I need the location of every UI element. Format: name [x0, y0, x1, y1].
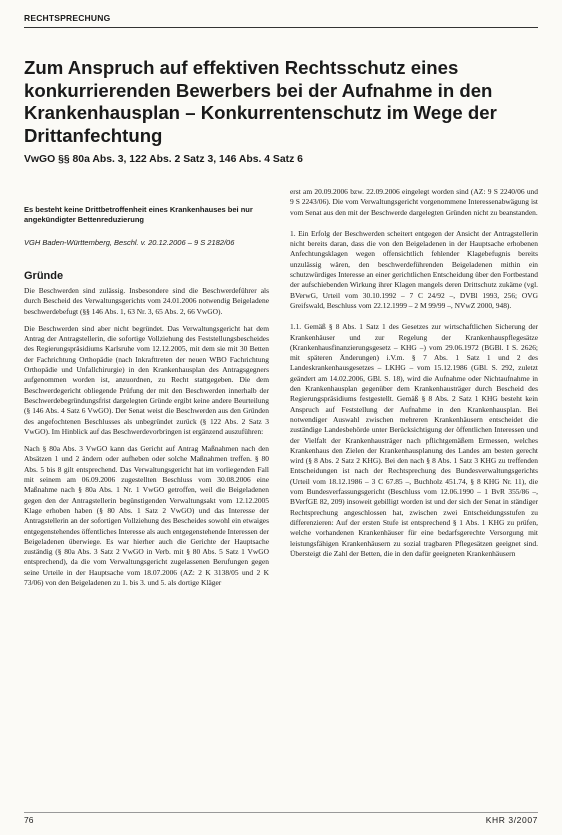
- article-title: Zum Anspruch auf effektiven Rechtsschutz eines konkurrierenden Bewerbers bei der Aufnahme in den Krankenhausplan – Konkurrentenschutz im Wege der Drittanfechtung: [24, 57, 497, 146]
- page-number: 76: [24, 815, 34, 825]
- paragraph: Nach § 80a Abs. 3 VwGO kann das Gericht auf Antrag Maßnahmen nach den Absätzen 1 und 2 ändern oder aufheben oder solche Maßnahmen treffen. § 80 Abs. 5 bis 8 gilt entsprechend. Das Verwaltungsgericht hat im vorliegenden Fall mit seinem am 06.09.2006 zugestellten Beschluss vom 30.08.2006 eine Maßnahme nach § 80a Abs. 1 Nr. 1 VwGO getroffen, weil die Beigeladenen gegen den der Antragstellerin begünstigenden Verwaltungsakt vom 12.12.2005 Klage erhoben haben (§ 80 Abs. 1 Satz 2 VwGO) und das Interesse der Antragstellerin an der sofortigen Vollziehung des Bescheides sowohl ein etwaiges entgegenstehendes öffentliches Interesse als auch entgegenstehende Interessen der Beigeladenen überwiege. Es war hierher auch die Gerichte der Hauptsache zuständig (§ 80a Abs. 3 Satz 2 VwGO in Verb. mit § 80 Abs. 5 Satz 1 VwGO entsprechend), da die vom Verwaltungsgericht zugelassenen Berufungen gegen seine Urteile in der Hauptsache vom 18.07.2006 (AZ: 2 K 3138/05 und 2 K 73/06) von den Beigeladenen zu 1. bis 3. und 5. als dortige Kläger: [24, 444, 269, 588]
- header-rule: [24, 27, 538, 28]
- paragraph: 1.1. Gemäß § 8 Abs. 1 Satz 1 des Gesetzes zur wirtschaftlichen Sicherung der Krankenhäuser und zur Regelung der Krankenhauspflegesätze (Krankenhausfinanzierungsgesetz – KHG –) vom 29.06.1972 (BGBl. I S. 2626; mit späteren Änderungen) i.V.m. § 7 Abs. 1 Satz 1 und 2 des Landeskrankenhausgesetzes – LKHG – vom 15.12.1986 (GBl. S. 292, zuletzt geändert am 14.02.2006, GBl. S. 18), wird die Aufnahme oder Nichtaufnahme in den Krankenhausplan gegenüber dem Krankenhausträger durch Bescheid des Regierungspräsidiums festgestellt. Gemäß § 8 Abs. 2 Satz 1 KHG besteht kein Anspruch auf Feststellung der Aufnahme in den Krankenhausplan. Bei notwendiger Auswahl zwischen mehreren Krankenhäusern entscheidet die zuständige Landesbehörde unter Berücksichtigung der öffentlichen Interessen und der Vielfalt der Krankenhausträger nach pflichtgemäßem Ermessen, welches Krankenhaus den Zielen der Krankenhausplanung des Landes am besten gerecht wird (§ 8 Abs. 2 Satz 2 KHG). Bei den nach § 8 Abs. 1 Satz 3 KHG zu treffenden Entscheidungen ist nach der Rechtsprechung des Bundesverwaltungsgerichts (Urteil vom 18.12.1986 – 3 C 67.85 –, Buchholz 451.74, § 8 KHG Nr. 11), die vom Bundesverfassungsgericht (Beschluss vom 12.06.1990 – 1 BvR 355/86 –, BVerfGE 82, 209) insoweit gebilligt worden ist und der sich der Senat in ständiger Rechtsprechung angeschlossen hat, zwischen zwei Entscheidungsstufen zu differenzieren: Auf der ersten Stufe ist entsprechend § 1 Abs. 1 KHG zu prüfen, welche vorhandenen Krankenhäuser für eine bedarfsgerechte Versorgung mit leistungsfähigen Krankenhäusern zu sozial tragbaren Pflegesätzen geeignet sind. Übersteigt die Zahl der Betten, die in den dafür geeigneten Krankenhäusern: [290, 322, 538, 558]
- court-citation: VGH Baden-Württemberg, Beschl. v. 20.12.2006 – 9 S 2182/06: [24, 238, 235, 247]
- section-heading: Gründe: [24, 270, 64, 282]
- lead-text: Es besteht keine Drittbetroffenheit eines Krankenhauses bei nur angekündigter Bettenreduzierung: [24, 205, 253, 224]
- footer-rule: [24, 812, 538, 813]
- paragraph: erst am 20.09.2006 bzw. 22.09.2006 eingelegt worden sind (AZ: 9 S 2240/06 und 9 S 2243/06). Die vom Verwaltungsgericht vorgenommene Interessenabwägung ist vom Senat aus den mit der Beschwerde dargelegten Gründen nicht zu beanstanden.: [290, 187, 538, 217]
- section-label: RECHTSPRECHUNG: [24, 13, 111, 23]
- paragraph: 1. Ein Erfolg der Beschwerden scheitert entgegen der Ansicht der Antragstellerin nicht bereits daran, dass die von den Beigeladenen in der Hauptsache erhobenen Anfechtungsklagen wegen offensichtlich fehlender Klagebefugnis bereits unzulässig wären, den beschwerdeführenden Beigeladenen mithin ein schutzwürdiges Interesse an einer gerichtlichen Entscheidung über den Fortbestand der aufschiebenden Wirkung ihrer Klagen mangels deren Drittschutz zukäme (vgl. BVerwG, Urteil vom 30.10.1992 – 7 C 24/92 –, DVBl 1993, 256; OVG Greifswald, Beschluss vom 22.12.1999 – 2 M 99/99 –, NVwZ 2000, 948).: [290, 228, 538, 310]
- right-column: [290, 187, 538, 570]
- article-subtitle: VwGO §§ 80a Abs. 3, 122 Abs. 2 Satz 3, 146 Abs. 4 Satz 6: [24, 154, 303, 165]
- paragraph: Die Beschwerden sind zulässig. Insbesondere sind die Beschwerdeführer als durch Bescheid des Verwaltungsgerichts vom 24.01.2006 notwendig Beigeladene beschwerdebefugt (§§ 146 Abs. 1, 63 Nr. 3, 65 Abs. 2, 66 VwGO).: [24, 286, 269, 316]
- left-column: [24, 205, 269, 595]
- paragraph: Die Beschwerden sind aber nicht begründet. Das Verwaltungsgericht hat dem Antrag der Antragstellerin, die sofortige Vollziehung des Feststellungsbescheides des Regierungspräsidiums Karlsruhe vom 12.12.2005, mit dem sie mit 30 Betten der Fachrichtung Orthopädie (nach Inkrafttreten der neuen WBO Fachrichtung Orthopädie und Unfallchirurgie) in den Krankenhausplan des Antragsgegners aufgenommen worden ist, anzuordnen, zu Recht stattgegeben. Die dem Beschwerdegericht obliegende Prüfung der mit den Beschwerden innerhalb der Beschwerdebegründungsfrist dargelegten Gründe ergibt keine andere Beurteilung (§ 146 Abs. 4 Satz 6 VwGO). Der Senat weist die Beschwerden aus den Gründen des angefochtenen Beschlusses als unbegründet zurück (§ 122 Abs. 2 Satz 3 VwGO). Im Hinblick auf das Beschwerdevorbringen ist ergänzend auszuführen:: [24, 323, 269, 436]
- journal-issue: KHR 3/2007: [485, 815, 538, 825]
